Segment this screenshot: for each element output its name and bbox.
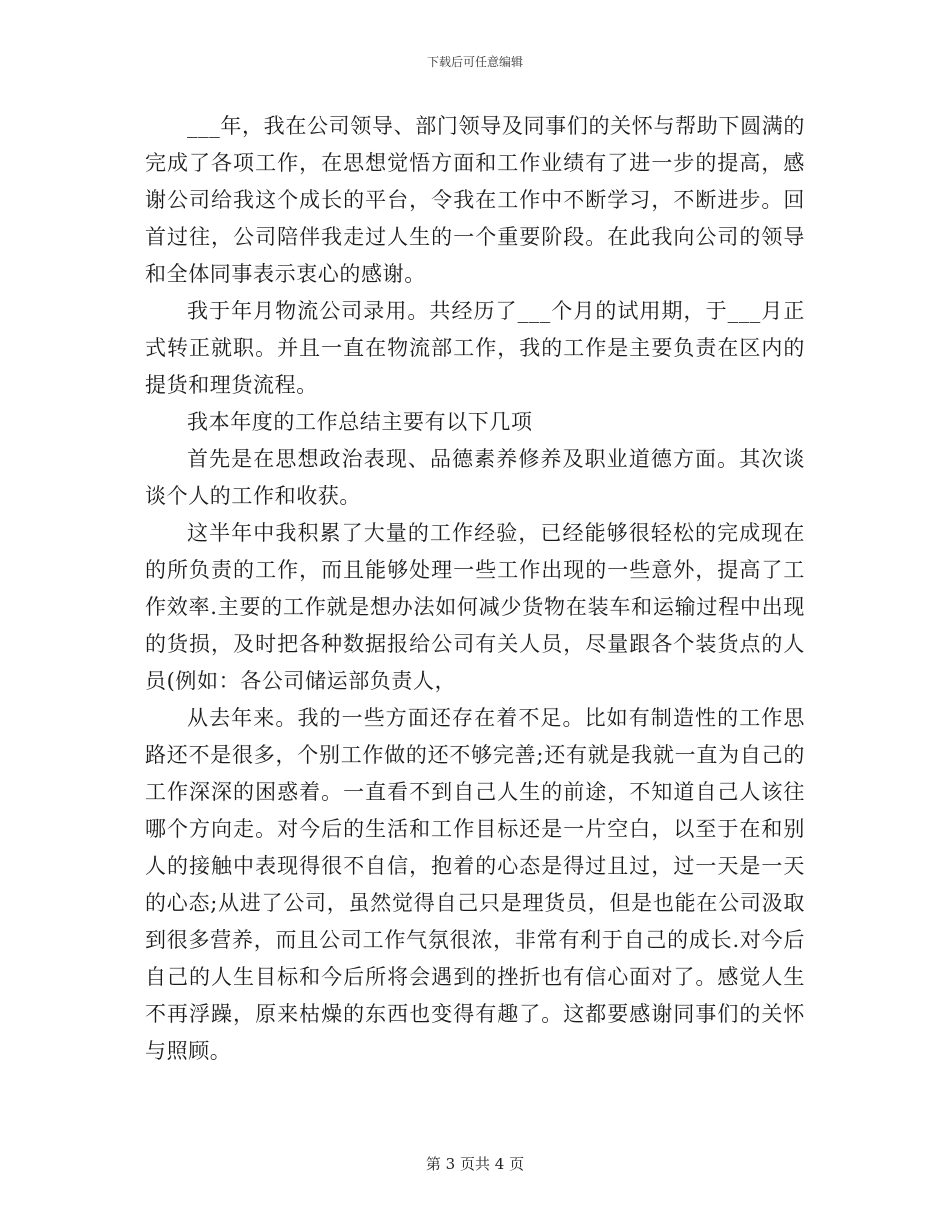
paragraph-summary-heading: 我本年度的工作总结主要有以下几项 <box>187 410 533 434</box>
paragraph-first-point: 首先是在思想政治表现、品德素养修养及职业道德方面。其次谈谈个人的工作和收获。 <box>145 447 805 508</box>
page-footer: 第 3 页共 4 页 <box>425 1155 525 1173</box>
page-header: 下载后可任意编辑 <box>426 55 523 69</box>
paragraph-employment: 我于年月物流公司录用。共经历了___个月的试用期，于___月正式转正就职。并且一直在物流部工作，我的工作是主要负责在区内的提货和理货流程。 <box>145 299 805 397</box>
paragraph-intro: ___年，我在公司领导、部门领导及同事们的关怀与帮助下圆满的完成了各项工作，在思想觉悟方面和工作业绩有了进一步的提高，感谢公司给我这个成长的平台，令我在工作中不断学习，不断进步。回首过往，公司陪伴我走过人生的一个重要阶段。在此我向公司的领导和全体同事表示衷心的感谢。 <box>145 114 805 286</box>
paragraph-shortcomings: 从去年来。我的一些方面还存在着不足。比如有制造性的工作思路还不是很多，个别工作做的还不够完善;还有就是我就一直为自己的工作深深的困惑着。一直看不到自己人生的前途，不知道自己人该往哪个方向走。对今后的生活和工作目标还是一片空白，以至于在和别人的接触中表现得很不自信，抱着的心态是得过且过，过一天是一天的心态;从进了公司，虽然觉得自己只是理货员，但是也能在公司汲取到很多营养，而且公司工作气氛很浓，非常有利于自己的成长.对今后自己的人生目标和今后所将会遇到的挫折也有信心面对了。感觉人生不再浮躁，原来枯燥的东西也变得有趣了。这都要感谢同事们的关怀与照顾。 <box>145 706 805 1063</box>
paragraph-experience: 这半年中我积累了大量的工作经验，已经能够很轻松的完成现在的所负责的工作，而且能够处理一些工作出现的一些意外，提高了工作效率.主要的工作就是想办法如何减少货物在装车和运输过程中出现的货损，及时把各种数据报给公司有关人员，尽量跟各个装货点的人员(例如：各公司储运部负责人， <box>145 521 805 693</box>
document-body <box>145 108 805 1070</box>
